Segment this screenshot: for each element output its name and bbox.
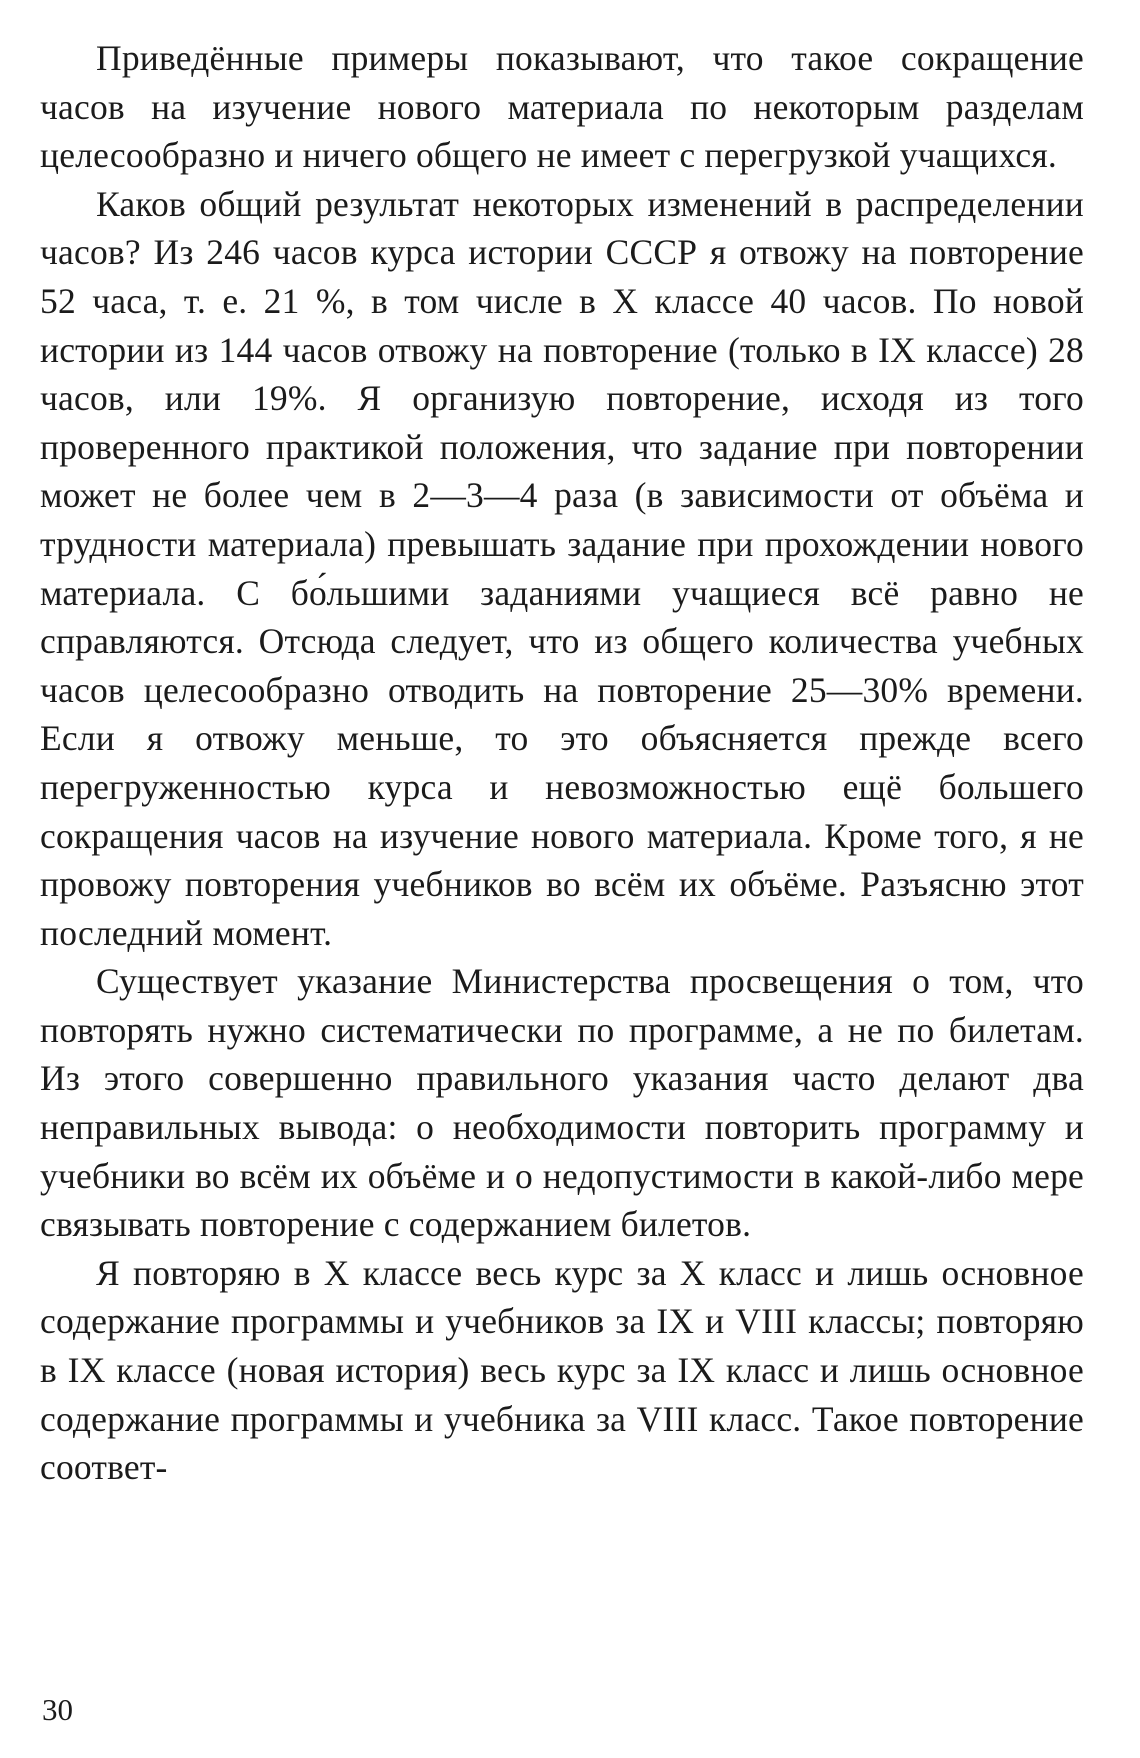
paragraph-1: Приведённые примеры показывают, что такое сокращение часов на изучение нового материала по некоторым разделам целесообразно и ничего общего не имеет с перегрузкой учащихся. (40, 38, 1084, 176)
paragraph-3: Существует указание Министерства просвещения о том, что повторять нужно систематически по программе, а не по билетам. Из этого совершенно правильного указания часто делают два неправильных вывода: о необходимости повторить программу и учебники во всём их объёме и о недопустимости в какой-либо мере связывать повторение с содержанием билетов. (40, 961, 1084, 1245)
page-number: 30 (42, 1692, 73, 1727)
paragraph-2: Каков общий результат некоторых изменений в распределении часов? Из 246 часов курса истории СССР я отвожу на повторение 52 часа, т. е. 21 %, в том числе в X классе 40 часов. По новой истории из 144 часов отвожу на повторение (только в IX классе) 28 часов, или 19%. Я организую повторение, исходя из того проверенного практикой положения, что задание при повторении может не более чем в 2—3—4 раза (в зависимости от объёма и трудности материала) превышать задание при прохождении нового материала. С бо́льшими заданиями учащиеся всё равно не справляются. Отсюда следует, что из общего количества учебных часов целесообразно отводить на повторение 25—30% времени. Если я отвожу меньше, то это объясняется прежде всего перегруженностью курса и невозможностью ещё большего сокращения часов на изучение нового материала. Кроме того, я не провожу повторения учебников во всём их объёме. Разъясню этот последний момент. (40, 183, 1084, 953)
page-body (40, 34, 1084, 1492)
paragraph-4: Я повторяю в X классе весь курс за X класс и лишь основное содержание программы и учебников за IX и VIII классы; повторяю в IX классе (новая история) весь курс за IX класс и лишь основное содержание программы и учебника за VIII класс. Такое повторение соответ- (40, 1252, 1084, 1488)
